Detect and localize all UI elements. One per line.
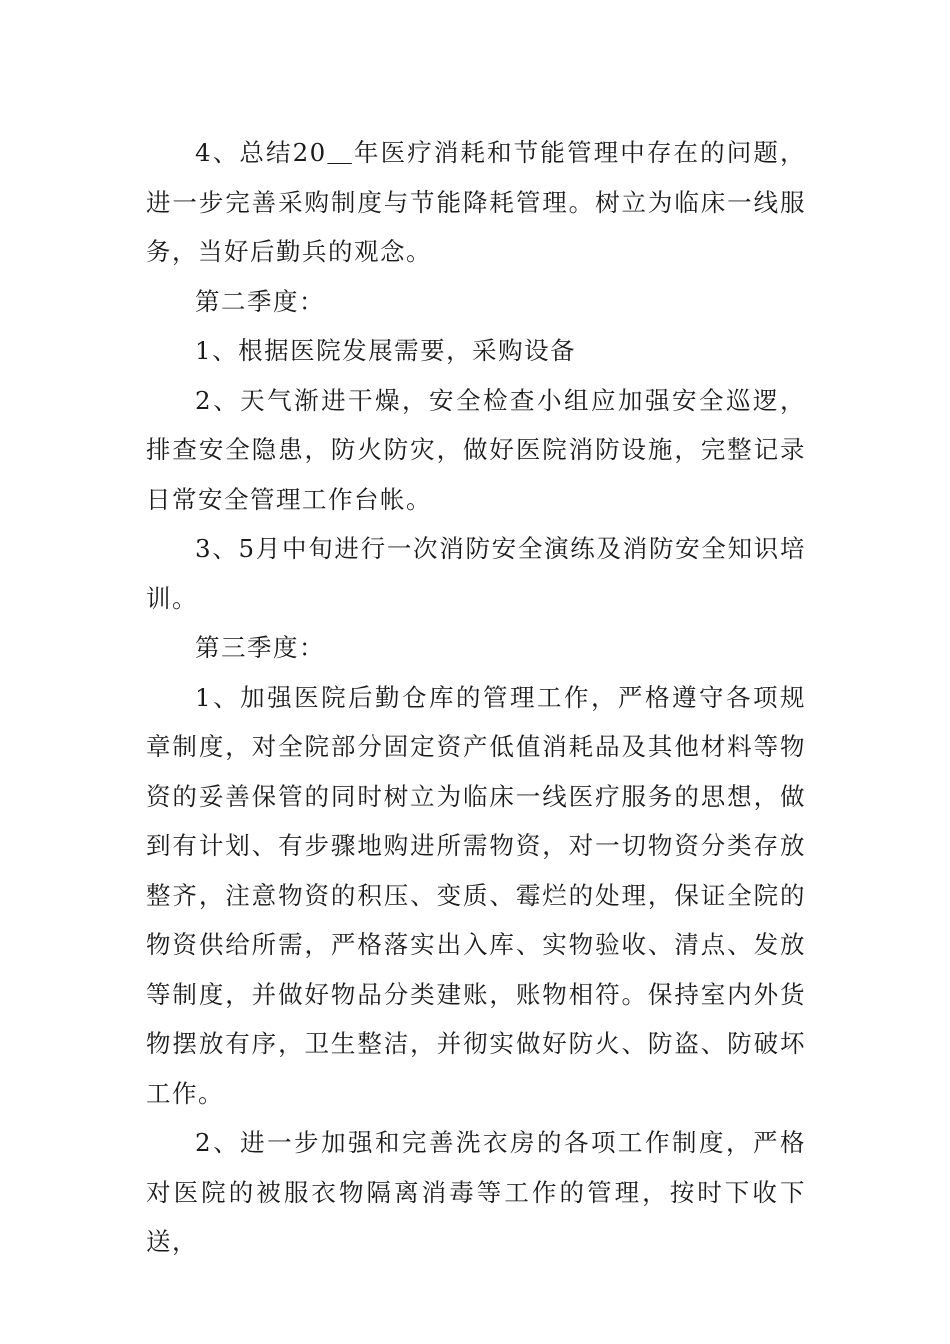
paragraph-q2-item-2: 2、天气渐进干燥，安全检查小组应加强安全巡逻，排查安全隐患，防火防灾，做好医院消防设施，完整记录日常安全管理工作台帐。 [146, 385, 806, 514]
document-body [146, 128, 806, 1267]
heading-q3: 第三季度： [195, 633, 325, 662]
paragraph-q2-item-1: 1、根据医院发展需要，采购设备 [195, 336, 577, 365]
paragraph-q2-item-3: 3、5月中旬进行一次消防安全演练及消防安全知识培训。 [146, 534, 806, 613]
paragraph-q1-item-4: 4、总结20＿年医疗消耗和节能管理中存在的问题，进一步完善采购制度与节能降耗管理。树立为临床一线服务，当好后勤兵的观念。 [146, 138, 806, 266]
paragraph-q3-item-1: 1、加强医院后勤仓库的管理工作，严格遵守各项规章制度，对全院部分固定资产低值消耗品及其他材料等物资的妥善保管的同时树立为临床一线医疗服务的思想，做到有计划、有步骤地购进所需物资，对一切物资分类存放整齐，注意物资的积压、变质、霉烂的处理，保证全院的物资供给所需，严格落实出入库、实物验收、清点、发放等制度，并做好物品分类建账，账物相符。保持室内外货物摆放有序，卫生整洁，并彻实做好防火、防盗、防破坏工作。 [146, 682, 806, 1108]
heading-q2: 第二季度： [195, 286, 325, 316]
paragraph-q3-item-2: 2、进一步加强和完善洗衣房的各项工作制度，严格对医院的被服衣物隔离消毒等工作的管理，按时下收下送， [146, 1128, 806, 1256]
